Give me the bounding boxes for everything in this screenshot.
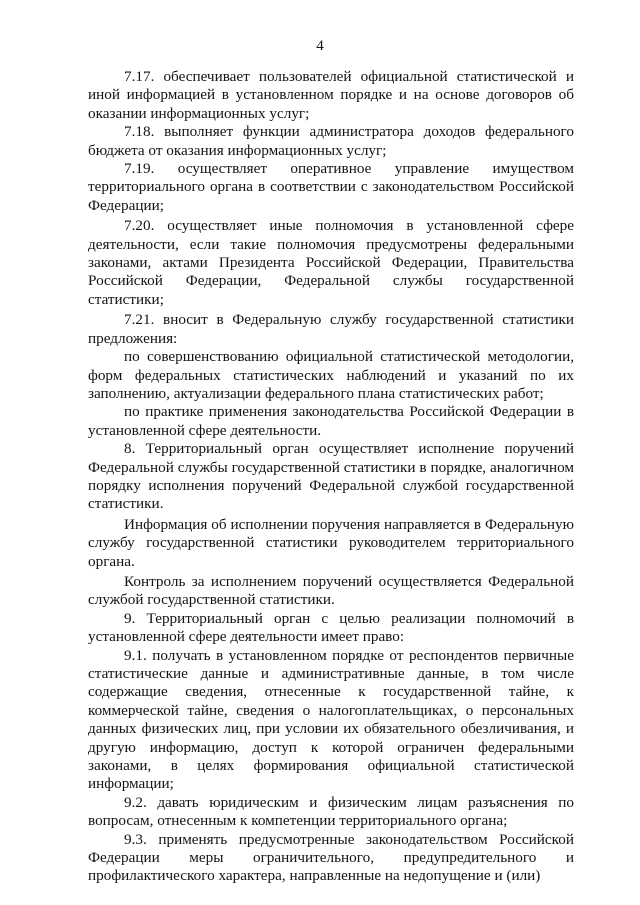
- paragraph-8-information: Информация об исполнении поручения направляется в Федеральную службу государственной статистики руководителем территориального органа.: [88, 515, 574, 570]
- paragraph-7-21: 7.21. вносит в Федеральную службу государственной статистики предложения:: [88, 311, 574, 347]
- paragraph-proposal-legislation: по практике применения законодательства Российской Федерации в установленной сфере деятельности.: [88, 403, 574, 439]
- paragraph-7-19: 7.19. осуществляет оперативное управление имуществом территориального органа в соответствии с законодательством Российской Федерации;: [88, 160, 574, 214]
- paragraph-8: 8. Территориальный орган осуществляет исполнение поручений Федеральной службы государственной статистики в порядке, аналогичном порядку исполнения поручений Федеральной службой государственной статистики.: [88, 440, 574, 513]
- paragraph-8-control: Контроль за исполнением поручений осуществляется Федеральной службой государственной статистики.: [88, 572, 574, 609]
- paragraph-7-20: 7.20. осуществляет иные полномочия в установленной сфере деятельности, если такие полномочия предусмотрены федеральными законами, актами Президента Российской Федерации, Правительства Российской Федерации, Федеральной службы государственной статистики;: [88, 217, 574, 308]
- paragraph-7-18: 7.18. выполняет функции администратора доходов федерального бюджета от оказания информационных услуг;: [88, 123, 574, 159]
- paragraph-9-3: 9.3. применять предусмотренные законодательством Российской Федерации меры ограничительного, предупредительного и профилактического характера, направленные на недопущение и (или): [88, 830, 574, 885]
- paragraph-9-2: 9.2. давать юридическим и физическим лицам разъяснения по вопросам, отнесенным к компетенции территориального органа;: [88, 793, 574, 830]
- paragraph-9-1: 9.1. получать в установленном порядке от респондентов первичные статистические данные и административные данные, в том числе содержащие сведения, отнесенные к государственной тайне, к коммерческой тайне, сведения о налогоплательщиках, о персональных данных физических лиц, при условии их обязательного обезличивания, и другую информацию, доступ к которой ограничен федеральными законами, в целях формирования официальной статистической информации;: [88, 646, 574, 793]
- paragraph-proposal-methodology: по совершенствованию официальной статистической методологии, форм федеральных статистических наблюдений и указаний по их заполнению, актуализации федерального плана статистических работ;: [88, 348, 574, 402]
- paragraph-7-17: 7.17. обеспечивает пользователей официальной статистической и иной информацией в установленном порядке и на основе договоров об оказании информационных услуг;: [88, 68, 574, 122]
- paragraph-9: 9. Территориальный орган с целью реализации полномочий в установленной сфере деятельности имеет право:: [88, 609, 574, 646]
- page-number: 4: [316, 38, 324, 54]
- document-body: [88, 68, 574, 886]
